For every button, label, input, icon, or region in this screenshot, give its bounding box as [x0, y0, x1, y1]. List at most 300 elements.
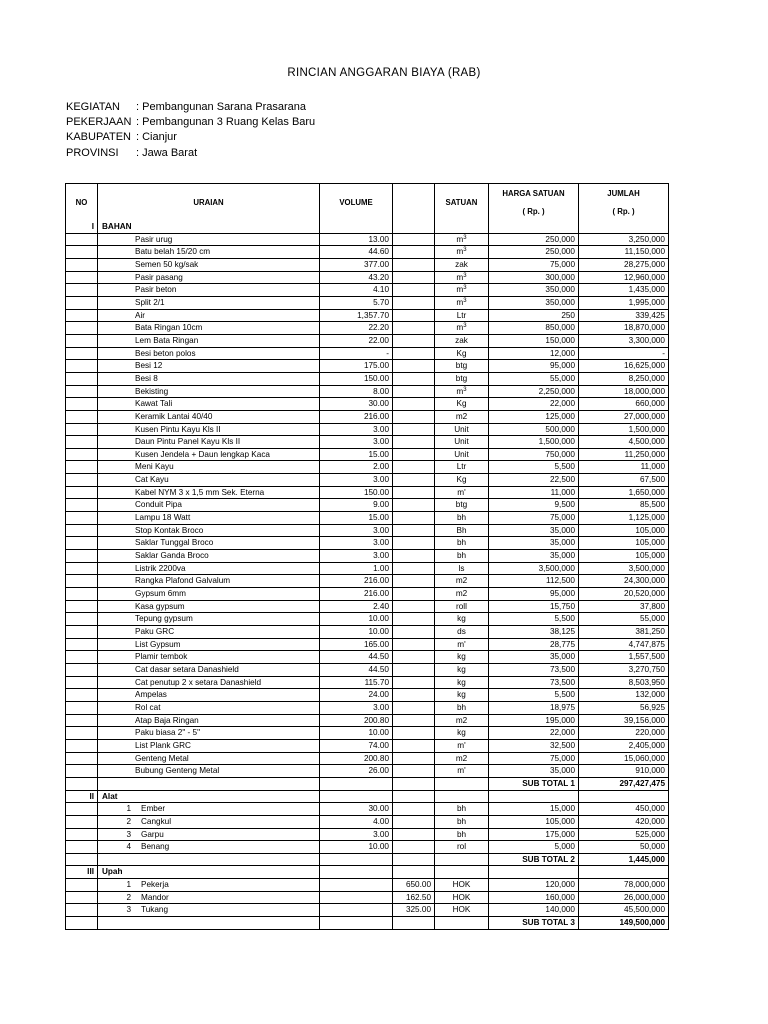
item-volume: 377.00 — [320, 258, 393, 271]
item-harga-satuan: 18,975 — [489, 701, 579, 714]
item-name: Paku GRC — [135, 627, 175, 636]
item-jumlah: 11,150,000 — [579, 246, 669, 259]
item-volume-hok — [393, 663, 435, 676]
subtotal-blank — [393, 917, 435, 930]
row-uraian-cell — [98, 904, 320, 917]
item-name: Pasir pasang — [135, 272, 183, 282]
item-name: Pasir beton — [135, 285, 177, 295]
row-uraian-cell — [98, 524, 320, 537]
item-satuan: Unit — [435, 436, 489, 449]
row-no-cell — [66, 765, 98, 778]
table-row — [66, 233, 669, 246]
item-harga-satuan: 175,000 — [489, 828, 579, 841]
meta-row-pekerjaan — [66, 115, 315, 130]
row-uraian-cell — [98, 613, 320, 626]
row-no-cell — [66, 322, 98, 335]
document-title: RINCIAN ANGGARAN BIAYA (RAB) — [287, 67, 481, 79]
item-name: Daun Pintu Panel Kayu Kls II — [135, 437, 241, 447]
item-satuan: m' — [435, 486, 489, 499]
item-harga-satuan: 22,000 — [489, 727, 579, 740]
table-row — [66, 739, 669, 752]
section-number: III — [66, 866, 98, 879]
item-volume: 4.10 — [320, 284, 393, 297]
row-no-cell — [66, 423, 98, 436]
item-jumlah: 12,960,000 — [579, 271, 669, 284]
item-volume: 44.50 — [320, 663, 393, 676]
row-no-cell — [66, 562, 98, 575]
item-jumlah: 1,435,000 — [579, 284, 669, 297]
row-uraian-cell — [98, 891, 320, 904]
table-row — [66, 550, 669, 563]
item-name: Rol cat — [135, 702, 161, 712]
table-row — [66, 638, 669, 651]
row-no-cell — [66, 891, 98, 904]
item-volume-hok: 325.00 — [393, 904, 435, 917]
item-volume: 22.20 — [320, 322, 393, 335]
item-harga-satuan: 22,000 — [489, 398, 579, 411]
item-harga-satuan: 35,000 — [489, 524, 579, 537]
row-uraian-cell — [98, 284, 320, 297]
table-row — [66, 423, 669, 436]
item-name: Bata Ringan 10cm — [135, 323, 203, 333]
unit-cubed-superscript: 3 — [463, 386, 467, 393]
item-jumlah: 15,060,000 — [579, 752, 669, 765]
item-harga-satuan: 150,000 — [489, 334, 579, 347]
table-row — [66, 676, 669, 689]
item-volume-hok — [393, 448, 435, 461]
row-uraian-cell — [98, 448, 320, 461]
item-jumlah: 1,995,000 — [579, 296, 669, 309]
item-volume: 43.20 — [320, 271, 393, 284]
item-satuan: bh — [435, 803, 489, 816]
item-jumlah: 78,000,000 — [579, 879, 669, 892]
meta-row-provinsi — [66, 146, 315, 161]
item-satuan: kg — [435, 676, 489, 689]
item-name: Atap Baja Ringan — [135, 715, 199, 725]
row-uraian-cell — [98, 398, 320, 411]
item-harga-satuan: 35,000 — [489, 537, 579, 550]
meta-label: KABUPATEN — [66, 131, 131, 144]
table-row — [66, 588, 669, 601]
row-uraian-cell — [98, 347, 320, 360]
item-name: Listrik 2200va — [135, 563, 186, 573]
subtotal-uraian — [98, 853, 320, 866]
table-row — [66, 562, 669, 575]
item-name: Pekerja — [141, 880, 169, 890]
item-jumlah: 3,500,000 — [579, 562, 669, 575]
item-volume: 10.00 — [320, 727, 393, 740]
item-volume — [320, 891, 393, 904]
unit-cubed-superscript: 3 — [463, 297, 467, 304]
item-volume-hok — [393, 626, 435, 639]
item-satuan — [435, 322, 489, 335]
item-name: Cangkul — [141, 816, 172, 826]
item-volume-hok — [393, 815, 435, 828]
table-row — [66, 727, 669, 740]
row-no-cell — [66, 360, 98, 373]
item-harga-satuan: 125,000 — [489, 410, 579, 423]
item-volume-hok — [393, 461, 435, 474]
row-uraian-cell — [98, 436, 320, 449]
item-volume-hok — [393, 398, 435, 411]
item-satuan: bh — [435, 828, 489, 841]
item-name: Mandor — [141, 892, 169, 902]
table-row — [66, 701, 669, 714]
section-harga — [489, 866, 579, 879]
item-volume-hok — [393, 372, 435, 385]
row-no-cell — [66, 815, 98, 828]
meta-value: : Pembangunan Sarana Prasarana — [136, 101, 307, 113]
item-harga-satuan: 250,000 — [489, 233, 579, 246]
subtotal-uraian — [98, 917, 320, 930]
item-volume-hok — [393, 385, 435, 398]
row-no-cell — [66, 398, 98, 411]
row-uraian-cell — [98, 765, 320, 778]
item-harga-satuan: 3,500,000 — [489, 562, 579, 575]
item-volume: 22.00 — [320, 334, 393, 347]
item-volume-hok: 650.00 — [393, 879, 435, 892]
row-uraian-cell — [98, 714, 320, 727]
item-number: 1 — [126, 804, 131, 814]
row-uraian-cell — [98, 360, 320, 373]
row-uraian-cell — [98, 815, 320, 828]
item-volume-hok — [393, 423, 435, 436]
item-harga-satuan: 5,500 — [489, 613, 579, 626]
row-no-cell — [66, 701, 98, 714]
item-jumlah: 85,500 — [579, 499, 669, 512]
section-name: BAHAN — [98, 221, 320, 233]
item-jumlah: 525,000 — [579, 828, 669, 841]
item-volume: 216.00 — [320, 588, 393, 601]
row-no-cell — [66, 651, 98, 664]
row-uraian-cell — [98, 372, 320, 385]
item-satuan — [435, 233, 489, 246]
row-uraian-cell — [98, 803, 320, 816]
item-satuan: rol — [435, 841, 489, 854]
item-volume: 115.70 — [320, 676, 393, 689]
item-volume-hok — [393, 524, 435, 537]
table-row — [66, 537, 669, 550]
item-volume-hok — [393, 309, 435, 322]
table-row — [66, 284, 669, 297]
item-jumlah: - — [579, 347, 669, 360]
table-row — [66, 461, 669, 474]
item-name: Stop Kontak Broco — [135, 525, 204, 535]
row-uraian-cell — [98, 550, 320, 563]
unit-cubed-superscript: 3 — [463, 247, 467, 254]
item-name: Garpu — [141, 829, 164, 839]
item-volume: 2.40 — [320, 600, 393, 613]
item-volume: 10.00 — [320, 841, 393, 854]
row-uraian-cell — [98, 651, 320, 664]
item-jumlah: 105,000 — [579, 537, 669, 550]
item-volume-hok — [393, 296, 435, 309]
row-uraian-cell — [98, 246, 320, 259]
subtotal-label: SUB TOTAL 1 — [489, 777, 579, 790]
row-no-cell — [66, 626, 98, 639]
table-row — [66, 879, 669, 892]
item-satuan: kg — [435, 613, 489, 626]
item-satuan: m2 — [435, 714, 489, 727]
item-jumlah: 18,000,000 — [579, 385, 669, 398]
item-satuan: btg — [435, 499, 489, 512]
subtotal-row — [66, 853, 669, 866]
table-row — [66, 512, 669, 525]
row-no-cell — [66, 246, 98, 259]
subtotal-value: 149,500,000 — [579, 917, 669, 930]
item-volume-hok — [393, 765, 435, 778]
table-row — [66, 347, 669, 360]
item-name: List Plank GRC — [135, 740, 191, 750]
subtotal-volume — [320, 917, 393, 930]
item-harga-satuan: 95,000 — [489, 588, 579, 601]
item-jumlah: 660,000 — [579, 398, 669, 411]
item-satuan: Kg — [435, 474, 489, 487]
header-jumlah-unit: ( Rp. ) — [579, 203, 669, 221]
item-volume: 216.00 — [320, 410, 393, 423]
item-volume: 3.00 — [320, 524, 393, 537]
item-harga-satuan: 250 — [489, 309, 579, 322]
item-volume-hok — [393, 334, 435, 347]
row-uraian-cell — [98, 512, 320, 525]
row-uraian-cell — [98, 739, 320, 752]
item-jumlah: 381,250 — [579, 626, 669, 639]
item-volume-hok — [393, 739, 435, 752]
item-jumlah: 3,270,750 — [579, 663, 669, 676]
row-uraian-cell — [98, 233, 320, 246]
table-row — [66, 524, 669, 537]
item-volume-hok — [393, 322, 435, 335]
item-jumlah: 16,625,000 — [579, 360, 669, 373]
row-no-cell — [66, 309, 98, 322]
item-satuan: bh — [435, 550, 489, 563]
row-no-cell — [66, 739, 98, 752]
item-harga-satuan: 55,000 — [489, 372, 579, 385]
item-jumlah: 27,000,000 — [579, 410, 669, 423]
item-volume-hok — [393, 246, 435, 259]
item-volume-hok — [393, 714, 435, 727]
item-satuan: zak — [435, 258, 489, 271]
table-row — [66, 651, 669, 664]
document-meta — [66, 100, 315, 161]
item-jumlah: 67,500 — [579, 474, 669, 487]
item-satuan: HOK — [435, 879, 489, 892]
item-number: 1 — [126, 880, 131, 890]
item-name: Plamir tembok — [135, 652, 188, 662]
item-name: Ember — [141, 804, 166, 814]
item-volume-hok — [393, 436, 435, 449]
subtotal-blank — [393, 777, 435, 790]
item-harga-satuan: 5,000 — [489, 841, 579, 854]
item-name: Semen 50 kg/sak — [135, 259, 199, 269]
row-uraian-cell — [98, 410, 320, 423]
item-jumlah: 24,300,000 — [579, 575, 669, 588]
item-jumlah: 8,503,950 — [579, 676, 669, 689]
item-jumlah: 1,557,500 — [579, 651, 669, 664]
item-jumlah: 105,000 — [579, 550, 669, 563]
item-name: Pasir urug — [135, 234, 173, 244]
item-satuan: btg — [435, 372, 489, 385]
item-volume: 4.00 — [320, 815, 393, 828]
item-volume: 5.70 — [320, 296, 393, 309]
item-satuan: Ltr — [435, 461, 489, 474]
table-row — [66, 600, 669, 613]
row-no-cell — [66, 461, 98, 474]
header-blank — [393, 184, 435, 222]
row-no-cell — [66, 474, 98, 487]
row-uraian-cell — [98, 562, 320, 575]
item-satuan: bh — [435, 512, 489, 525]
table-row — [66, 689, 669, 702]
row-no-cell — [66, 689, 98, 702]
table-row — [66, 246, 669, 259]
row-no-cell — [66, 663, 98, 676]
item-volume-hok — [393, 499, 435, 512]
item-harga-satuan: 35,000 — [489, 765, 579, 778]
item-volume-hok — [393, 676, 435, 689]
item-jumlah: 3,250,000 — [579, 233, 669, 246]
item-satuan: m' — [435, 765, 489, 778]
item-name: Benang — [141, 842, 170, 852]
item-volume: 200.80 — [320, 752, 393, 765]
subtotal-satuan — [435, 777, 489, 790]
item-volume-hok — [393, 360, 435, 373]
item-volume-hok — [393, 803, 435, 816]
row-no-cell — [66, 676, 98, 689]
item-volume-hok — [393, 410, 435, 423]
row-uraian-cell — [98, 841, 320, 854]
row-uraian-cell — [98, 271, 320, 284]
item-jumlah: 11,250,000 — [579, 448, 669, 461]
table-row — [66, 322, 669, 335]
item-harga-satuan: 73,500 — [489, 676, 579, 689]
item-name: Cat dasar setara Danashield — [135, 664, 239, 674]
item-volume: 3.00 — [320, 537, 393, 550]
row-no-cell — [66, 600, 98, 613]
item-jumlah: 910,000 — [579, 765, 669, 778]
item-harga-satuan: 75,000 — [489, 752, 579, 765]
item-satuan: Kg — [435, 398, 489, 411]
item-satuan — [435, 296, 489, 309]
budget-table-body — [66, 184, 669, 930]
row-uraian-cell — [98, 258, 320, 271]
section-number: I — [66, 221, 98, 233]
subtotal-value: 297,427,475 — [579, 777, 669, 790]
unit-m-text: m — [456, 285, 464, 295]
table-row — [66, 803, 669, 816]
item-name: Kabel NYM 3 x 1,5 mm Sek. Eterna — [135, 487, 265, 497]
meta-label: PROVINSI — [66, 146, 119, 159]
item-name: Conduit Pipa — [135, 500, 182, 510]
unit-m-text: m — [456, 272, 464, 282]
item-jumlah: 55,000 — [579, 613, 669, 626]
item-name: Lampu 18 Watt — [135, 513, 191, 523]
section-satuan — [435, 866, 489, 879]
row-no-cell — [66, 258, 98, 271]
table-row — [66, 828, 669, 841]
item-satuan: bh — [435, 537, 489, 550]
item-satuan: kg — [435, 651, 489, 664]
table-row — [66, 613, 669, 626]
item-volume: 3.00 — [320, 436, 393, 449]
item-harga-satuan: 5,500 — [489, 461, 579, 474]
item-harga-satuan: 11,000 — [489, 486, 579, 499]
row-no-cell — [66, 448, 98, 461]
unit-cubed-superscript: 3 — [463, 234, 467, 241]
item-jumlah: 37,800 — [579, 600, 669, 613]
row-uraian-cell — [98, 537, 320, 550]
item-jumlah: 45,500,000 — [579, 904, 669, 917]
section-volume — [320, 221, 393, 233]
item-volume-hok — [393, 512, 435, 525]
subtotal-blank — [393, 853, 435, 866]
table-row — [66, 891, 669, 904]
row-no-cell — [66, 385, 98, 398]
row-uraian-cell — [98, 474, 320, 487]
item-volume-hok — [393, 841, 435, 854]
item-volume-hok — [393, 600, 435, 613]
item-name: Kawat Tali — [135, 399, 173, 409]
section-name: Upah — [98, 866, 320, 879]
item-volume-hok — [393, 486, 435, 499]
item-harga-satuan: 75,000 — [489, 258, 579, 271]
item-harga-satuan: 35,000 — [489, 550, 579, 563]
item-satuan: btg — [435, 360, 489, 373]
item-jumlah: 20,520,000 — [579, 588, 669, 601]
item-name: Besi 8 — [135, 373, 158, 383]
item-volume-hok — [393, 701, 435, 714]
header-volume: VOLUME — [320, 184, 393, 222]
subtotal-uraian — [98, 777, 320, 790]
item-volume: 15.00 — [320, 512, 393, 525]
section-header-row — [66, 790, 669, 803]
item-volume: 15.00 — [320, 448, 393, 461]
item-volume-hok — [393, 752, 435, 765]
row-no-cell — [66, 828, 98, 841]
table-row — [66, 499, 669, 512]
item-jumlah: 18,870,000 — [579, 322, 669, 335]
section-blank — [393, 790, 435, 803]
meta-value: : Jawa Barat — [136, 146, 198, 159]
item-satuan — [435, 284, 489, 297]
item-jumlah: 50,000 — [579, 841, 669, 854]
item-satuan: Bh — [435, 524, 489, 537]
item-volume-hok — [393, 638, 435, 651]
item-satuan: Unit — [435, 448, 489, 461]
item-harga-satuan: 120,000 — [489, 879, 579, 892]
item-satuan — [435, 246, 489, 259]
section-header-row — [66, 866, 669, 879]
item-volume-hok — [393, 271, 435, 284]
item-harga-satuan: 750,000 — [489, 448, 579, 461]
subtotal-satuan — [435, 853, 489, 866]
item-name: List Gypsum — [135, 639, 181, 649]
row-uraian-cell — [98, 309, 320, 322]
row-no-cell — [66, 879, 98, 892]
table-row — [66, 410, 669, 423]
item-satuan: m2 — [435, 410, 489, 423]
header-harga-satuan: HARGA SATUAN — [489, 184, 579, 204]
item-jumlah: 1,650,000 — [579, 486, 669, 499]
item-jumlah: 8,250,000 — [579, 372, 669, 385]
table-row — [66, 271, 669, 284]
item-volume: 200.80 — [320, 714, 393, 727]
table-row — [66, 296, 669, 309]
item-name: Air — [135, 310, 146, 320]
item-harga-satuan: 195,000 — [489, 714, 579, 727]
item-name: Kusen Jendela + Daun lengkap Kaca — [135, 449, 270, 459]
table-row — [66, 448, 669, 461]
